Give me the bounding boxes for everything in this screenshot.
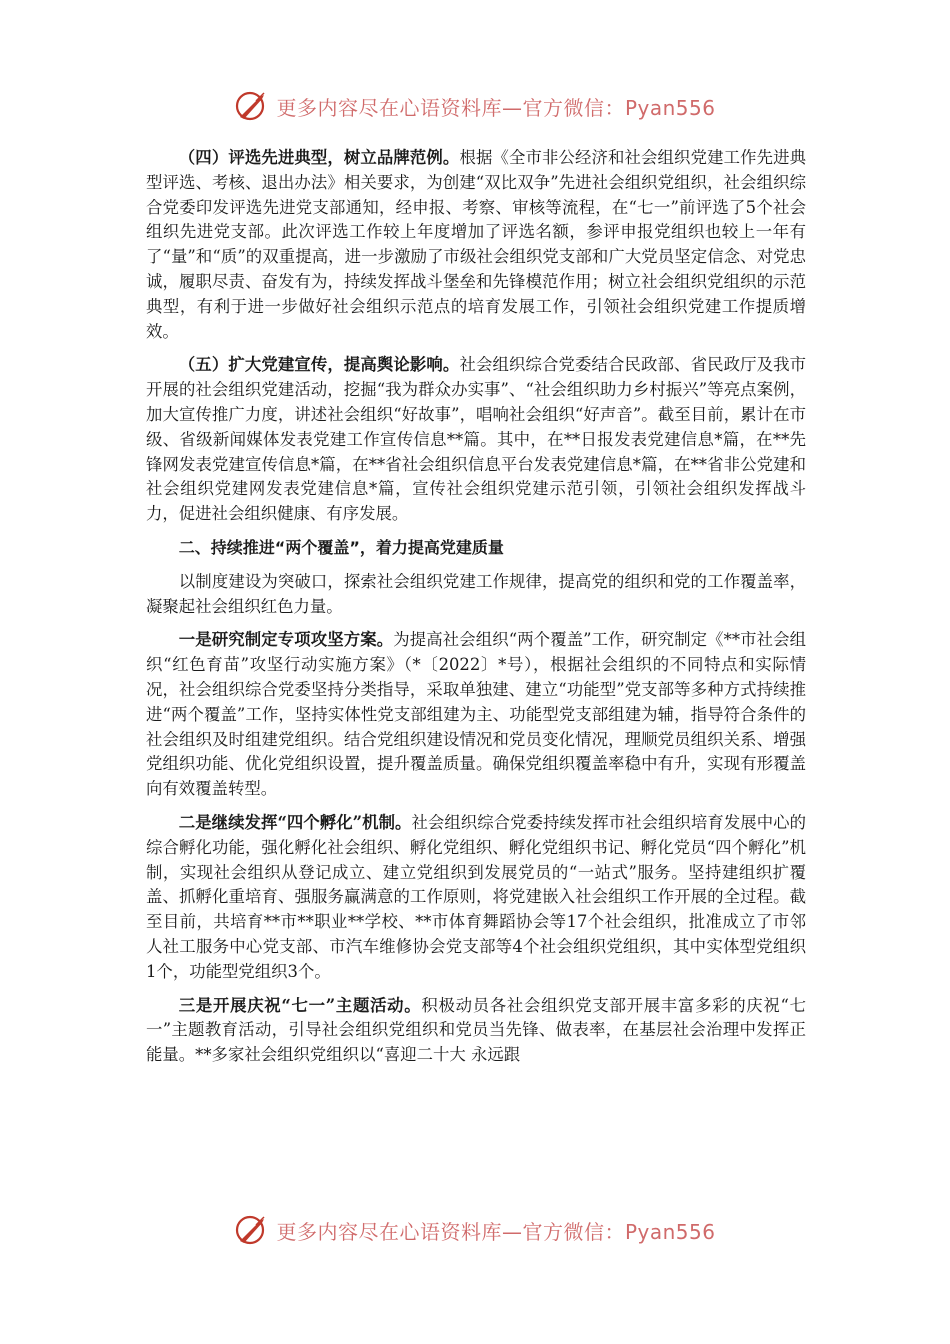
paragraph-lead: 二是继续发挥“四个孵化”机制。: [178, 812, 412, 832]
header-banner: [0, 86, 950, 126]
footer-banner: [0, 1210, 950, 1250]
paragraph-text: 社会组织综合党委结合民政部、省民政厅及我市开展的社会组织党建活动，挖掘“我为群众办实事”、“社会组织助力乡村振兴”等亮点案例，加大宣传推广力度，讲述社会组织“好故事”，唱响社会组织“好声音”。截至目前，累计在市级、省级新闻媒体发表党建工作宣传信息**篇。其中，在**日报发表党建信息*篇，在**先锋网发表党建宣传信息*篇，在**省社会组织信息平台发表党建信息*篇，在**省非公党建和社会组织党建网发表党建信息*篇，宣传社会组织党建示范引领，引领社会组织发挥战斗力，促进社会组织健康、有序发展。: [146, 355, 807, 524]
paragraph-point-2: [146, 811, 806, 985]
paragraph-text: 为提高社会组织“两个覆盖”工作，研究制定《**市社会组织“红色育苗”攻坚行动实施方案》（*〔2022〕*号），根据社会组织的不同特点和实际情况，社会组织综合党委坚持分类指导，采取单独建、建立“功能型”党支部等多种方式持续推进“两个覆盖”工作，坚持实体性党支部组建为主、功能型党支部组建为辅，指导符合条件的社会组织及时组建党组织。结合党组织建设情况和党员变化情况，理顺党员组织关系、增强党组织功能、优化党组织设置，提升覆盖质量。确保党组织覆盖率稳中有升，实现有形覆盖向有效覆盖转型。: [146, 630, 807, 799]
paragraph-lead: 一是研究制定专项攻坚方案。: [178, 630, 394, 650]
quill-logo-icon: [234, 89, 270, 123]
section-heading-text: 二、持续推进“两个覆盖”，着力提高党建质量: [178, 537, 504, 557]
paragraph-text: 积极动员各社会组织党支部开展丰富多彩的庆祝“七一”主题教育活动，引导社会组织党组织和党员当先锋、做表率，在基层社会治理中发挥正能量。**多家社会组织党组织以“喜迎二十大 永远跟: [146, 995, 806, 1065]
paragraph-lead: （四）评选先进典型，树立品牌范例。: [178, 148, 460, 167]
banner-text: 更多内容尽在心语资料库—官方微信：Pyan556: [276, 95, 716, 120]
paragraph-text: 社会组织综合党委持续发挥市社会组织培育发展中心的综合孵化功能，强化孵化社会组织、孵化党组织、孵化党组织书记、孵化党员“四个孵化”机制，实现社会组织从登记成立、建立党组织到发展党员的“一站式”服务。坚持建组织扩覆盖、抓孵化重培育、强服务赢满意的工作原则，将党建嵌入社会组织工作开展的全过程。截至目前，共培育**市**职业**学校、**市体育舞蹈协会等17个社会组织，批准成立了市邻人社工服务中心党支部、市汽车维修协会党支部等4个社会组织党组织，其中实体型党组织1个，功能型党组织3个。: [146, 812, 807, 981]
section-heading: [146, 536, 806, 561]
paragraph-point-1: [146, 628, 806, 802]
paragraph-lead: （五）扩大党建宣传，提高舆论影响。: [178, 355, 460, 375]
paragraph-lead: 三是开展庆祝“七一”主题活动。: [178, 995, 422, 1015]
document-body: [146, 146, 806, 1077]
paragraph-4: [146, 146, 806, 344]
paragraph-point-3: [146, 994, 806, 1068]
banner-text: 更多内容尽在心语资料库—官方微信：Pyan556: [276, 1219, 716, 1244]
paragraph-text: 以制度建设为突破口，探索社会组织党建工作规律，提高党的组织和党的工作覆盖率，凝聚起社会组织红色力量。: [146, 571, 806, 616]
paragraph-5: [146, 353, 806, 527]
quill-logo-icon: [234, 1213, 270, 1247]
paragraph-intro: [146, 570, 806, 620]
paragraph-text: 根据《全市非公经济和社会组织党建工作先进典型评选、考核、退出办法》相关要求，为创建“双比双争”先进社会组织党组织，社会组织综合党委印发评选先进党支部通知，经申报、考察、审核等流程，在“七一”前评选了5个社会组织先进党支部。此次评选工作较上年度增加了评选名额，参评申报党组织也较上一年有了“量”和“质”的双重提高，进一步激励了市级社会组织党支部和广大党员坚定信念、对党忠诚，履职尽责、奋发有为，持续发挥战斗堡垒和先锋模范作用；树立社会组织党组织的示范典型，有利于进一步做好社会组织示范点的培育发展工作，引领社会组织党建工作提质增效。: [146, 148, 807, 341]
